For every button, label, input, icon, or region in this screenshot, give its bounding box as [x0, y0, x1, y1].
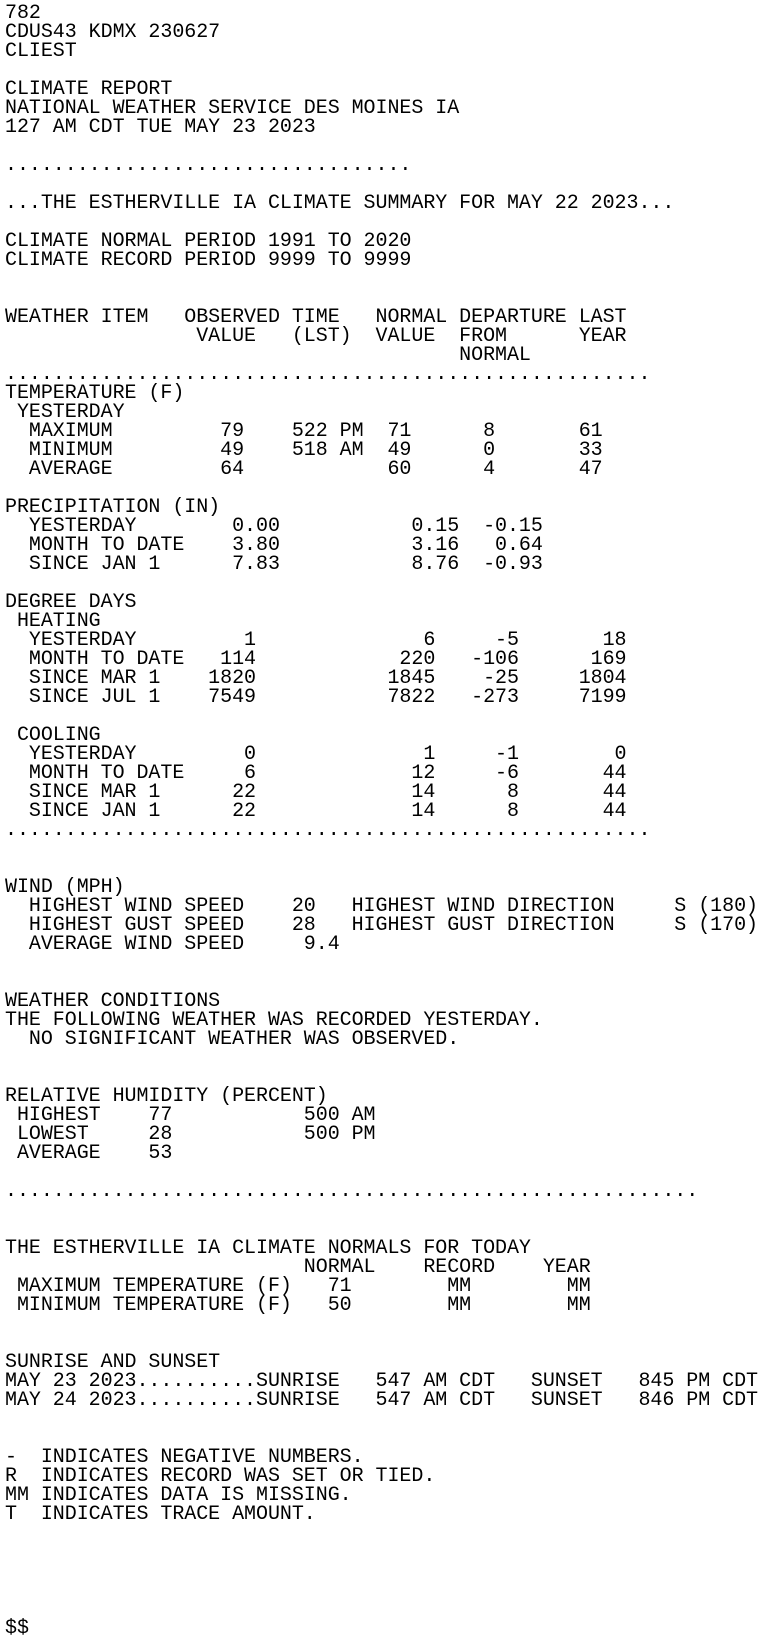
product-number: 782 [5, 2, 41, 25]
cooling-row: SINCE JAN 1 22 14 8 44 [5, 800, 627, 823]
blank-line [5, 1315, 778, 1334]
heating-row: SINCE JUL 1 7549 7822 -273 7199 [5, 686, 627, 709]
summary-title: ...THE ESTHERVILLE IA CLIMATE SUMMARY FOR MAY 22 2023... [5, 192, 675, 215]
normal-period: CLIMATE NORMAL PERIOD 1991 TO 2020 [5, 230, 412, 253]
normals-header: NORMAL RECORD YEAR [5, 1256, 591, 1279]
temperature-title: TEMPERATURE (F) [5, 382, 185, 405]
blank-line [5, 1562, 778, 1581]
wmo-header: CDUS43 KDMX 230627 [5, 21, 221, 44]
heating-row: MONTH TO DATE 114 220 -106 169 [5, 648, 627, 671]
dotted-separator: .................................. [5, 154, 412, 177]
wind-row: HIGHEST GUST SPEED 28 HIGHEST GUST DIRECTION S (170) [5, 914, 758, 937]
humidity-row: LOWEST 28 500 PM [5, 1123, 376, 1146]
temperature-row: MINIMUM 49 518 AM 49 0 33 [5, 439, 603, 462]
wind-row: HIGHEST WIND SPEED 20 HIGHEST WIND DIRECTION S (180) [5, 895, 758, 918]
legend-line: MM INDICATES DATA IS MISSING. [5, 1484, 352, 1507]
blank-line [5, 1201, 778, 1220]
blank-line [5, 1049, 778, 1068]
awips-id: CLIEST [5, 40, 77, 63]
humidity-row: HIGHEST 77 500 AM [5, 1104, 376, 1127]
report-type: CLIMATE REPORT [5, 78, 173, 101]
heating-row: SINCE MAR 1 1820 1845 -25 1804 [5, 667, 627, 690]
office-name: NATIONAL WEATHER SERVICE DES MOINES IA [5, 97, 460, 120]
wind-title: WIND (MPH) [5, 876, 125, 899]
blank-line [5, 1600, 778, 1619]
legend-line: R INDICATES RECORD WAS SET OR TIED. [5, 1465, 436, 1488]
table-header-row: NORMAL [5, 344, 531, 367]
table-header-row: WEATHER ITEM OBSERVED TIME NORMAL DEPARTURE LAST [5, 306, 627, 329]
weather-conditions-title: WEATHER CONDITIONS [5, 990, 221, 1013]
legend-line: - INDICATES NEGATIVE NUMBERS. [5, 1446, 364, 1469]
issue-time: 127 AM CDT TUE MAY 23 2023 [5, 116, 316, 139]
precipitation-title: PRECIPITATION (IN) [5, 496, 221, 519]
blank-line [5, 1524, 778, 1543]
sun-title: SUNRISE AND SUNSET [5, 1351, 221, 1374]
sun-row: MAY 24 2023..........SUNRISE 547 AM CDT SUNSET 846 PM CDT [5, 1389, 758, 1412]
sun-row: MAY 23 2023..........SUNRISE 547 AM CDT SUNSET 845 PM CDT [5, 1370, 758, 1393]
record-period: CLIMATE RECORD PERIOD 9999 TO 9999 [5, 249, 412, 272]
dotted-separator: .......................................................... [5, 1180, 699, 1203]
cooling-label: COOLING [5, 724, 101, 747]
weather-conditions-text: NO SIGNIFICANT WEATHER WAS OBSERVED. [5, 1028, 460, 1051]
humidity-title: RELATIVE HUMIDITY (PERCENT) [5, 1085, 328, 1108]
legend-line: T INDICATES TRACE AMOUNT. [5, 1503, 316, 1526]
blank-line [5, 1410, 778, 1429]
temperature-period: YESTERDAY [5, 401, 125, 424]
cooling-row: MONTH TO DATE 6 12 -6 44 [5, 762, 627, 785]
heating-row: YESTERDAY 1 6 -5 18 [5, 629, 627, 652]
wind-row: AVERAGE WIND SPEED 9.4 [5, 933, 340, 956]
blank-line [5, 840, 778, 859]
precipitation-row: MONTH TO DATE 3.80 3.16 0.64 [5, 534, 543, 557]
dotted-separator: ...................................................... [5, 363, 651, 386]
weather-conditions-text: THE FOLLOWING WEATHER WAS RECORDED YESTERDAY. [5, 1009, 543, 1032]
humidity-row: AVERAGE 53 [5, 1142, 173, 1165]
normals-title: THE ESTHERVILLE IA CLIMATE NORMALS FOR TODAY [5, 1237, 531, 1260]
blank-line [5, 270, 778, 289]
blank-line [5, 1543, 778, 1562]
cooling-row: YESTERDAY 0 1 -1 0 [5, 743, 627, 766]
table-header-row: VALUE (LST) VALUE FROM YEAR [5, 325, 627, 348]
normals-row: MAXIMUM TEMPERATURE (F) 71 MM MM [5, 1275, 591, 1298]
heating-label: HEATING [5, 610, 101, 633]
blank-line [5, 707, 778, 726]
dotted-separator: ...................................................... [5, 819, 651, 842]
normals-row: MINIMUM TEMPERATURE (F) 50 MM MM [5, 1294, 591, 1317]
degree-days-title: DEGREE DAYS [5, 591, 137, 614]
temperature-row: AVERAGE 64 60 4 47 [5, 458, 603, 481]
precipitation-row: SINCE JAN 1 7.83 8.76 -0.93 [5, 553, 543, 576]
blank-line [5, 954, 778, 973]
temperature-row: MAXIMUM 79 522 PM 71 8 61 [5, 420, 603, 443]
end-marker: $$ [5, 1617, 29, 1640]
cooling-row: SINCE MAR 1 22 14 8 44 [5, 781, 627, 804]
blank-line [5, 1581, 778, 1600]
precipitation-row: YESTERDAY 0.00 0.15 -0.15 [5, 515, 543, 538]
